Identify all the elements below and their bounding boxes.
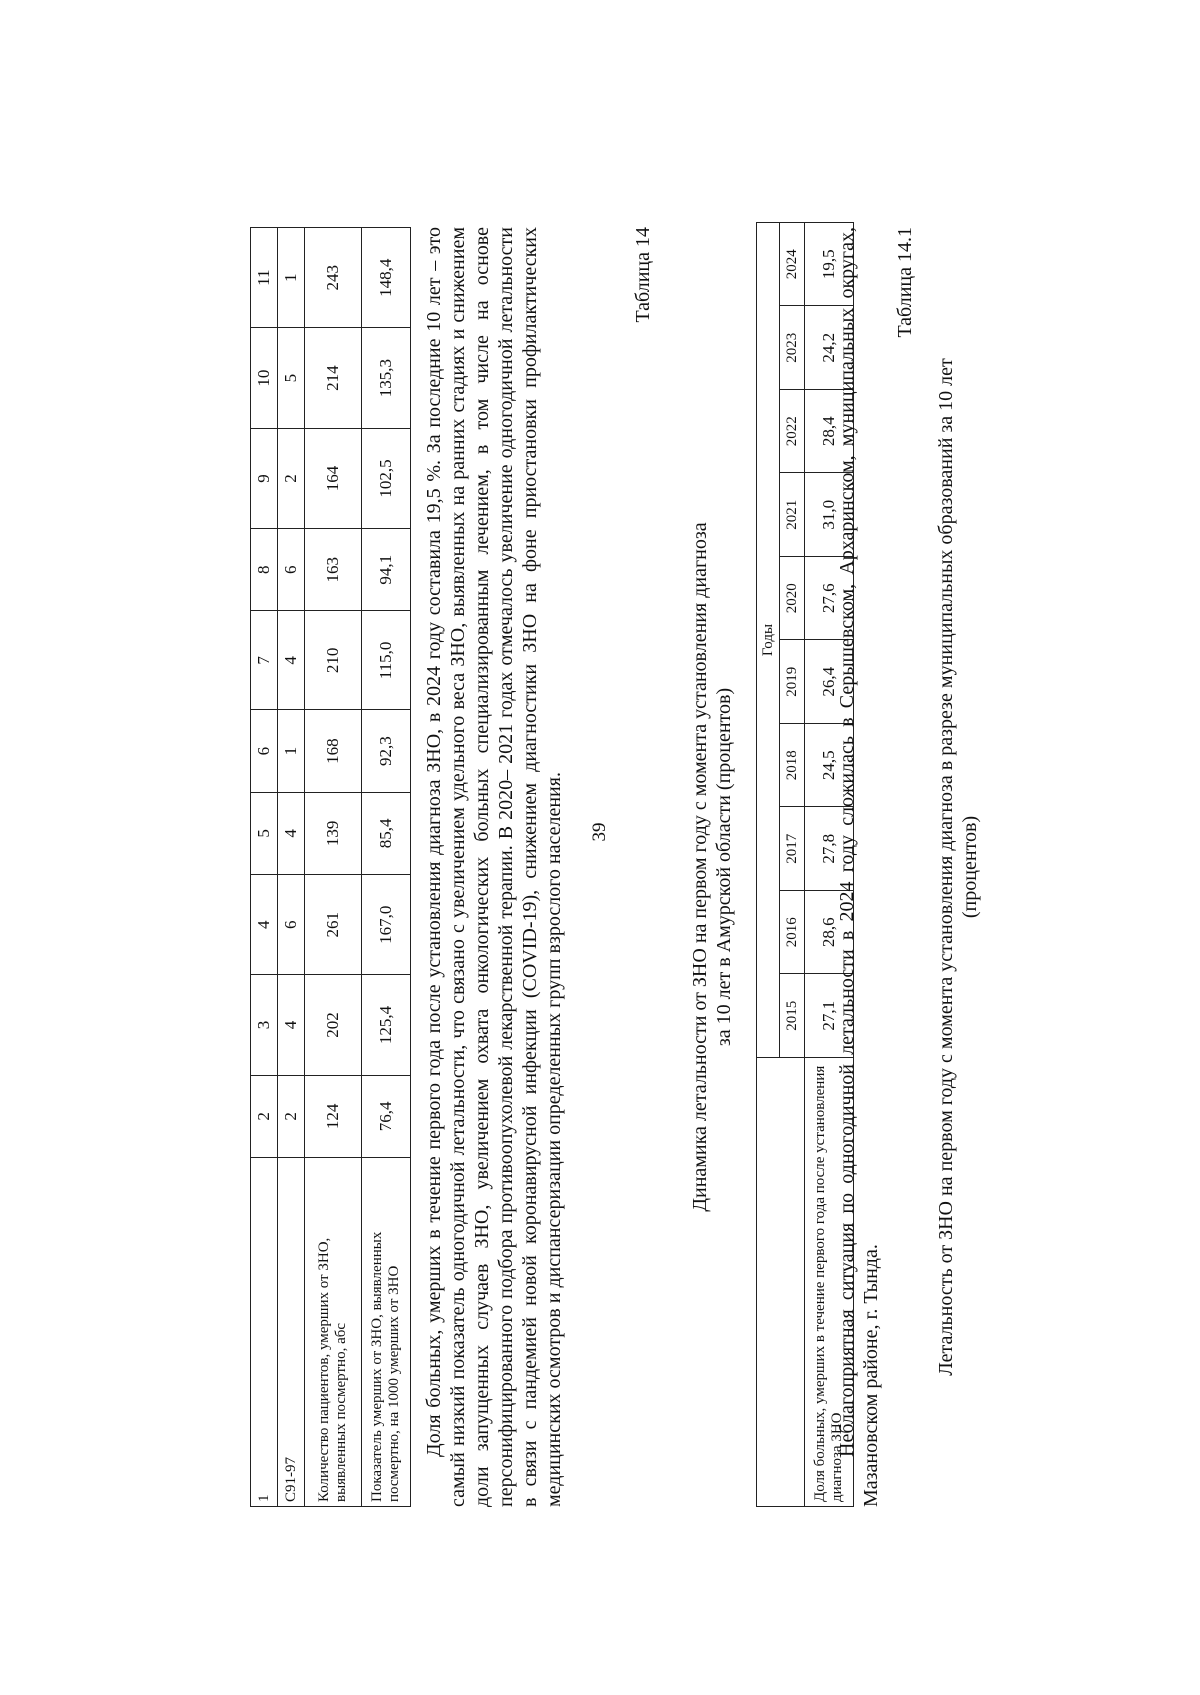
year-header-cell: 2018 <box>780 724 805 808</box>
table-cell: 243 <box>305 228 362 328</box>
year-header-cell: 2024 <box>780 223 805 307</box>
value-cell: 27,8 <box>805 807 854 891</box>
table-cell: 8 <box>251 529 278 611</box>
table-cell: 1 <box>278 228 305 328</box>
table-cell: 2 <box>278 1075 305 1157</box>
table-cell: 2 <box>251 1075 278 1157</box>
year-header-cell: 2022 <box>780 390 805 474</box>
table-cell: 115,0 <box>362 611 411 710</box>
table-14-title <box>688 227 736 1507</box>
year-header-cell: 2016 <box>780 891 805 975</box>
table-cell: 164 <box>305 428 362 528</box>
table-14-group-header: Годы <box>757 223 780 1058</box>
value-cell: 28,6 <box>805 891 854 975</box>
table-cell: 9 <box>251 428 278 528</box>
table-cell: 4 <box>278 975 305 1075</box>
table-cell: 11 <box>251 228 278 328</box>
table-14-title-line1: Динамика летальности от ЗНО на первом году с момента установления диагноза <box>689 522 711 1212</box>
table-cell: 94,1 <box>362 529 411 611</box>
table-cell: 163 <box>305 529 362 611</box>
value-cell: 24,5 <box>805 724 854 808</box>
table-cell: Количество пациентов, умерших от ЗНО, выявленных посмертно, абс <box>305 1158 362 1507</box>
table-cell: 6 <box>278 875 305 975</box>
value-cell: 28,4 <box>805 390 854 474</box>
table-cell: 76,4 <box>362 1075 411 1157</box>
year-header-cell: 2020 <box>780 557 805 641</box>
table-cell: 6 <box>251 710 278 792</box>
table-14-label: Таблица 14 <box>632 227 654 323</box>
table-cell: 5 <box>278 328 305 428</box>
paragraph-first-year-mortality: Доля больных, умерших в течение первого года после установления диагноза ЗНО, в 2024 году составила 19,5 %. За последние 10 лет – это самый низкий показатель одногодичной летальности, что связано с увеличением удельного веса ЗНО, выявленных на ранних стадиях и снижением доли запущенных случаев ЗНО, увеличением охвата онкологических больных специализированным лечением, в том числе на основе персонифицированного подбора противоопухолевой лекарственной терапии. В 2020– 2021 годах отмечалось увеличение одногодичной летальности в связи с пандемией новой коронавирусной инфекции (COVID-19), снижением диагностики ЗНО на фоне приостановки профилактических медицинских осмотров и диспансеризации определенных групп взрослого населения. <box>423 227 565 1507</box>
table-cell: 210 <box>305 611 362 710</box>
table-cell: 1 <box>251 1158 278 1507</box>
mortality-posthumous-table <box>250 227 411 1507</box>
rotated-page-content <box>250 117 981 1577</box>
table-cell: 261 <box>305 875 362 975</box>
table-cell: 167,0 <box>362 875 411 975</box>
table-cell: 85,4 <box>362 792 411 874</box>
year-header-cell: 2023 <box>780 306 805 390</box>
page-number: 39 <box>589 822 610 842</box>
table-cell: 1 <box>278 710 305 792</box>
value-cell: 24,2 <box>805 306 854 390</box>
table-14-1-title-line2: (процентов) <box>959 815 981 919</box>
table-cell: 102,5 <box>362 428 411 528</box>
table-cell: Показатель умерших от ЗНО, выявленных посмертно, на 1000 умерших от ЗНО <box>362 1158 411 1507</box>
table-cell: 5 <box>251 792 278 874</box>
table-cell: 168 <box>305 710 362 792</box>
table-cell: 214 <box>305 328 362 428</box>
year-header-cell: 2021 <box>780 473 805 557</box>
table-14-1-title-line1: Летальность от ЗНО на первом году с момента установления диагноза в разрезе муниципальных образований за 10 лет <box>935 358 957 1376</box>
value-cell: 27,6 <box>805 557 854 641</box>
value-cell: 26,4 <box>805 640 854 724</box>
table-cell: 125,4 <box>362 975 411 1075</box>
table-cell: C91-97 <box>278 1158 305 1507</box>
table-14-row-label: Доля больных, умерших в течение первого года после установления диагноза ЗНО <box>805 1058 854 1507</box>
table-14-corner-cell <box>757 1058 805 1507</box>
table-cell: 2 <box>278 428 305 528</box>
table-cell: 7 <box>251 611 278 710</box>
year-header-cell: 2017 <box>780 807 805 891</box>
year-header-cell: 2019 <box>780 640 805 724</box>
value-cell: 31,0 <box>805 473 854 557</box>
table-14-1-label: Таблица 14.1 <box>894 227 916 338</box>
table-cell: 135,3 <box>362 328 411 428</box>
table1-rate-row <box>362 228 411 1507</box>
value-cell: 19,5 <box>805 223 854 307</box>
table-cell: 124 <box>305 1075 362 1157</box>
table-cell: 10 <box>251 328 278 428</box>
table-cell: 92,3 <box>362 710 411 792</box>
table-cell: 4 <box>278 611 305 710</box>
table-cell: 148,4 <box>362 228 411 328</box>
table-cell: 3 <box>251 975 278 1075</box>
table-cell: 4 <box>278 792 305 874</box>
table1-count-row <box>305 228 362 1507</box>
table-14-1-title <box>934 227 982 1507</box>
table-cell: 139 <box>305 792 362 874</box>
table-cell: 4 <box>251 875 278 975</box>
paragraph-unfavorable-districts: Неблагоприятная ситуация по одногодичной летальности в 2024 году сложилась в Серышевском, Архаринском, муниципальных округах, Мазановском районе, г. Тында. <box>836 227 882 1507</box>
table1-code-row <box>278 228 305 1507</box>
table-14-title-line2: за 10 лет в Амурской области (процентов) <box>713 687 735 1047</box>
value-cell: 27,1 <box>805 974 854 1058</box>
year-header-cell: 2015 <box>780 974 805 1058</box>
table-cell: 202 <box>305 975 362 1075</box>
table-cell: 6 <box>278 529 305 611</box>
table1-header-row <box>251 228 278 1507</box>
